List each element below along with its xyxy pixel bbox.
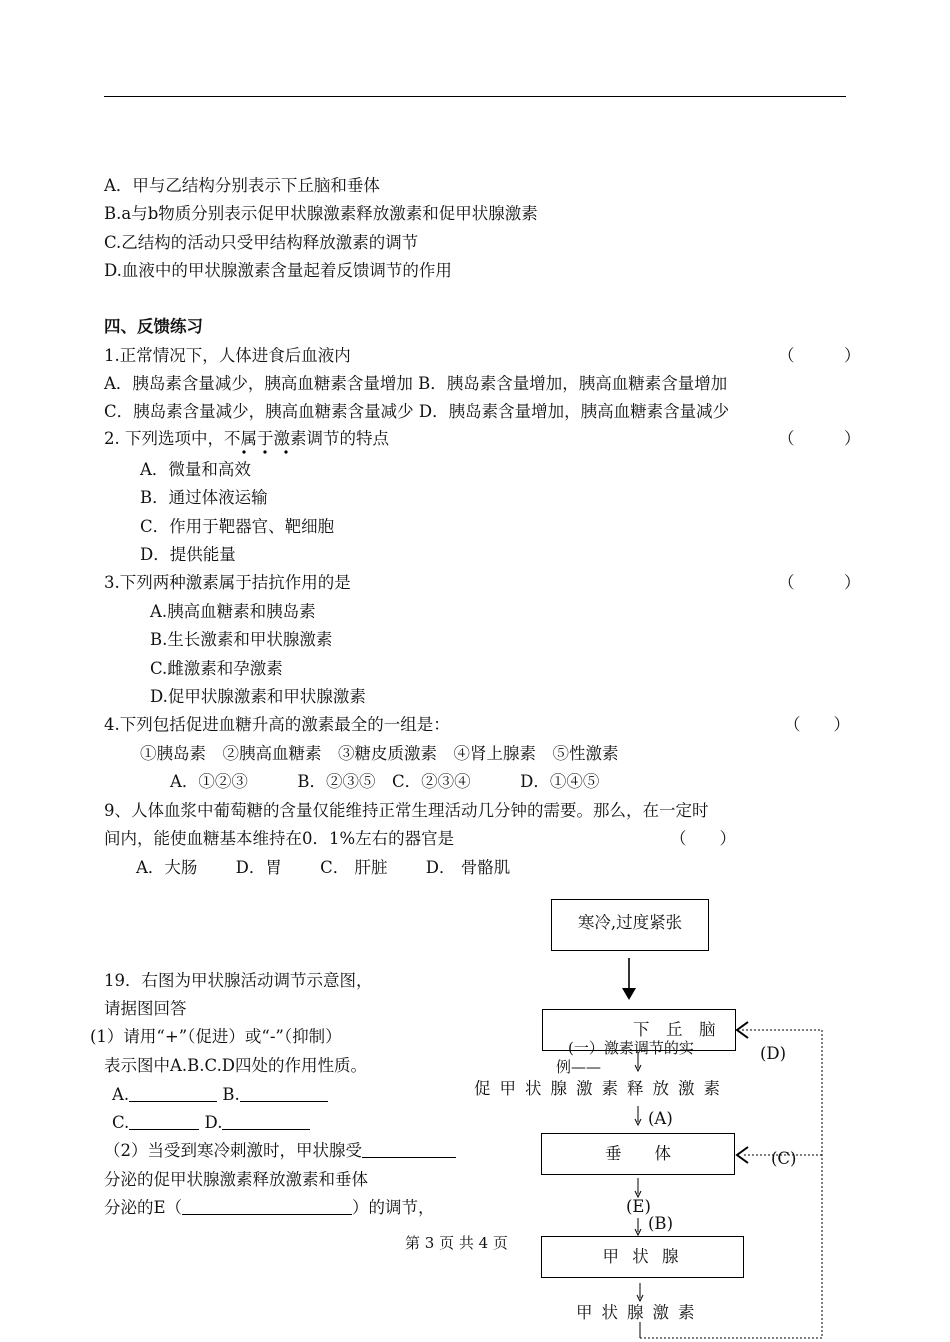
q19-answer-cd xyxy=(112,1112,310,1134)
blank-source[interactable] xyxy=(362,1141,456,1158)
q3-option-a: A.胰高血糖素和胰岛素 xyxy=(150,602,316,621)
q19-line9-post: ）的调节， xyxy=(352,1198,435,1217)
q4-choices: A．①②③ B．②③⑤ C．②③④ D．①④⑤ xyxy=(170,772,600,791)
q2-stem-pre: 2. 下列选项中， xyxy=(104,429,224,448)
q2-stem xyxy=(104,428,389,450)
label-d: D. xyxy=(204,1113,223,1132)
label-c-marker: (C) xyxy=(771,1149,797,1168)
q9-line1: 9、人体血浆中葡萄糖的含量仅能维持正常生理活动几分钟的需要。那么，在一定时 xyxy=(104,801,709,820)
prev-option-d: D.血液中的甲状腺激素含量起着反馈调节的作用 xyxy=(104,261,452,280)
blank-e[interactable] xyxy=(182,1198,352,1215)
pituitary-label: 垂 体 xyxy=(605,1144,671,1163)
q19-line9 xyxy=(104,1197,435,1219)
q1-stem: 1.正常情况下，人体进食后血液内 xyxy=(104,346,351,365)
q1-options-ab: A．胰岛素含量减少，胰高血糖素含量增加 B．胰岛素含量增加，胰高血糖素含量增加 xyxy=(104,374,728,393)
q19-line8: 分泌的促甲状腺激素释放激素和垂体 xyxy=(104,1170,368,1189)
q2-option-a: A．微量和高效 xyxy=(140,460,251,479)
q4-answer-paren: （ ） xyxy=(784,715,850,734)
q19-line3: (1）请用“+”（促进）或“-”（抑制） xyxy=(90,1027,342,1046)
q1-answer-paren: （ ） xyxy=(778,346,861,365)
hypothalamus-label: 下 丘 脑 xyxy=(633,1020,716,1039)
q3-option-c: C.雌激素和孕激素 xyxy=(150,659,283,678)
q19-line4: 表示图中A.B.C.D四处的作用性质。 xyxy=(104,1056,368,1075)
blank-d[interactable] xyxy=(222,1113,310,1130)
overlay-heading: (一）激素调节的实 xyxy=(568,1039,694,1057)
q2-option-c: C．作用于靶器官、靶细胞 xyxy=(140,517,335,536)
stimulus-box xyxy=(551,899,709,951)
page-number: 第 3 页 共 4 页 xyxy=(405,1234,508,1252)
blank-b[interactable] xyxy=(240,1085,328,1102)
q3-option-d: D.促甲状腺激素和甲状腺激素 xyxy=(150,687,366,706)
q9-choices: A．大肠 D．胃 C． 肝脏 D． 骨骼肌 xyxy=(136,858,511,877)
header-rule xyxy=(104,96,846,97)
prev-option-a: A．甲与乙结构分别表示下丘脑和垂体 xyxy=(104,176,380,195)
q19-line7-text: （2）当受到寒冷刺激时，甲状腺受 xyxy=(104,1141,362,1160)
q19-line2: 请据图回答 xyxy=(104,999,187,1018)
q3-answer-paren: （ ） xyxy=(778,573,861,592)
prev-option-c: C.乙结构的活动只受甲结构释放激素的调节 xyxy=(104,233,419,252)
q19-line7 xyxy=(104,1140,456,1162)
thyroid-label: 甲 状 腺 xyxy=(602,1247,683,1266)
q4-stem: 4.下列包括促进血糖升高的激素最全的一组是： xyxy=(104,715,450,734)
q9-answer-paren: （ ） xyxy=(670,829,736,848)
q2-stem-post: 激素调节的特点 xyxy=(273,429,389,448)
label-b: B. xyxy=(222,1085,240,1104)
q1-options-cd: C．胰岛素含量减少，胰高血糖素含量减少 D．胰岛素含量增加，胰高血糖素含量减少 xyxy=(104,402,730,421)
section-title: 四、反馈练习 xyxy=(104,317,203,336)
label-b-marker: (B) xyxy=(648,1214,673,1233)
pituitary-box xyxy=(541,1133,735,1175)
stimulus-label: 寒冷,过度紧张 xyxy=(577,913,683,932)
label-c: C. xyxy=(112,1113,130,1132)
thyroid-box xyxy=(541,1236,744,1278)
q2-stem-emphasis: 不属于 xyxy=(224,429,274,448)
prev-option-b: B.a与b物质分别表示促甲状腺激素释放激素和促甲状腺激素 xyxy=(104,204,538,223)
q3-stem: 3.下列两种激素属于拮抗作用的是 xyxy=(104,573,351,592)
q2-option-b: B．通过体液运输 xyxy=(140,488,268,507)
q3-option-b: B.生长激素和甲状腺激素 xyxy=(150,630,333,649)
thyroxine-label: 甲状腺激素 xyxy=(576,1303,704,1322)
q19-line9-pre: 分泌的E（ xyxy=(104,1198,183,1217)
trh-label: 促甲状腺激素释放激素 xyxy=(474,1079,729,1098)
q19-answer-ab xyxy=(112,1084,328,1106)
blank-a[interactable] xyxy=(129,1085,217,1102)
blank-c[interactable] xyxy=(129,1113,199,1130)
label-a-marker: (A) xyxy=(648,1109,673,1128)
label-d-marker: (D) xyxy=(760,1044,787,1063)
label-e-marker: (E) xyxy=(626,1197,651,1216)
q9-line2: 间内，能使血糖基本维持在0．1%左右的器官是 xyxy=(104,829,455,848)
overlay-heading-2: 例—— xyxy=(556,1058,602,1076)
q4-items: ①胰岛素 ②胰高血糖素 ③糖皮质激素 ④肾上腺素 ⑤性激素 xyxy=(140,744,619,763)
q2-answer-paren: （ ） xyxy=(778,429,861,448)
q2-option-d: D．提供能量 xyxy=(140,545,236,564)
label-a: A. xyxy=(112,1085,130,1104)
q19-line1: 19．右图为甲状腺活动调节示意图， xyxy=(104,971,373,990)
emphasis-dots xyxy=(238,449,294,455)
